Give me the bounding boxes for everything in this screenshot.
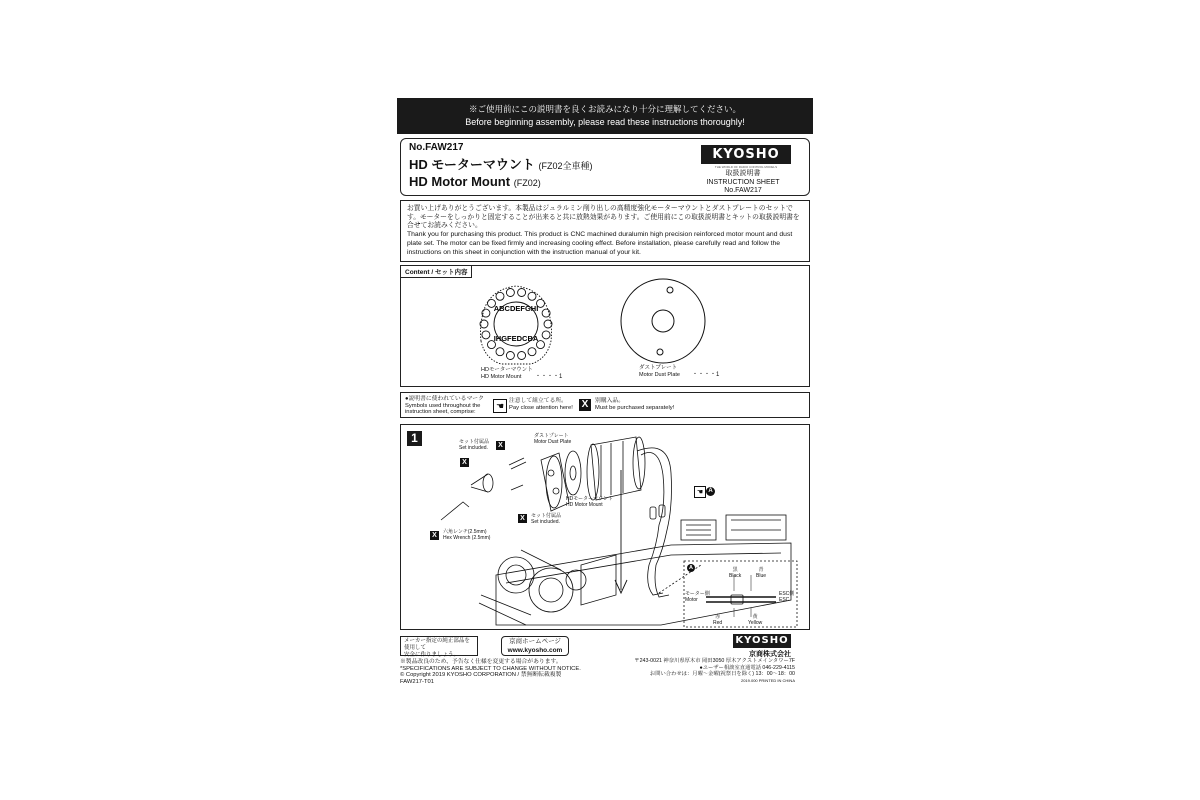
step-number: 1 bbox=[407, 431, 422, 446]
letters-top: ABCDEFGHI bbox=[493, 304, 539, 313]
attention-hand-icon: ☚ bbox=[493, 399, 507, 413]
hex-wrench-label: 六角レンチ(2.5mm) Hex Wrench (2.5mm) bbox=[443, 529, 491, 541]
company-name: 京商株式会社 bbox=[749, 651, 791, 658]
en-notice: Before beginning assembly, please read these instructions thoroughly! bbox=[465, 117, 745, 127]
plate-qty: ・・・・1 bbox=[692, 372, 720, 378]
homepage-link[interactable]: www.kyosho.com bbox=[507, 646, 563, 654]
mount-qty: ・・・・1 bbox=[535, 374, 563, 380]
mount-hole bbox=[496, 292, 504, 300]
purchase-separately-icon: X bbox=[579, 399, 591, 411]
step-1-box bbox=[400, 424, 810, 630]
dust-plate-label: ダストプレート Motor Dust Plate bbox=[534, 433, 572, 445]
detail-a-box-marker: A bbox=[687, 564, 695, 572]
header-banner bbox=[397, 98, 813, 134]
mount-hole bbox=[542, 331, 550, 339]
company-address: 〒243-0021 神奈川県厚木市 岡田3050 厚木アクストメインタワー7F ●ユーザー相談室直通電話 046-229-4115 お問い合わせは：月曜～金曜(祝祭日を除く) 13：00～18：00 2019.000 PRINTED IN CHINA bbox=[634, 658, 795, 683]
plate-caption: ダストプレート Motor Dust Plate bbox=[639, 365, 680, 378]
content-label: Content / セット内容 bbox=[401, 266, 472, 278]
product-name-jp: HD モーターマウント (FZ02全車種) bbox=[409, 157, 593, 172]
footer bbox=[397, 634, 813, 690]
mount-hole bbox=[528, 292, 536, 300]
mount-hole bbox=[482, 331, 490, 339]
intro-text bbox=[400, 200, 810, 262]
attention-label: 注意して組立てる所。 Pay close attention here! bbox=[509, 398, 573, 411]
mount-hole bbox=[480, 320, 488, 328]
purchase-x-icon-pinion: X bbox=[460, 458, 469, 467]
logo-subtitle: THE WORLD OF RADIO CONTROL MODELS bbox=[714, 165, 778, 169]
symbols-box bbox=[400, 392, 810, 418]
motor-side-label: モーター側 Motor bbox=[685, 591, 710, 603]
kyosho-logo: KYOSHO bbox=[701, 145, 791, 164]
instruction-sheet bbox=[397, 98, 813, 690]
jp-notice: ※ご使用前にこの説明書を良くお読みになり十分に理解してください。 bbox=[468, 104, 741, 114]
genuine-parts-note: メーカー指定の純正部品を使用して 安全に作りましょう。 bbox=[400, 636, 478, 656]
mount-hole bbox=[496, 348, 504, 356]
footer-kyosho-logo: KYOSHO bbox=[733, 634, 791, 648]
content-box bbox=[400, 265, 810, 387]
wire-blue-label: 青 Blue bbox=[756, 567, 767, 579]
product-number: No.FAW217 bbox=[409, 142, 464, 153]
detail-a-marker: A bbox=[706, 487, 715, 496]
purchase-x-icon-wrench: X bbox=[430, 531, 439, 540]
motor-mount-drawing bbox=[471, 279, 561, 369]
intro-jp: お買い上げありがとうございます。本製品はジュラルミン削り出しの高精度強化モーターマウントとダストプレートのセットです。モーターをしっかりと固定することが出来ると共に放熱効果があります。ご使用前にこの取扱説明書とキットの取扱説明書を合せてお読みください。 bbox=[407, 205, 800, 230]
mount-hole bbox=[506, 289, 514, 297]
dust-plate-drawing bbox=[618, 276, 708, 366]
set-included-label-1: セット付属品 Set included. bbox=[459, 439, 490, 451]
set-included-label-2: セット付属品 Set included. bbox=[531, 513, 562, 525]
mount-hole bbox=[506, 352, 514, 360]
footer-notices: ※製品改良のため、予告なく仕様を変更する場合があります。 *SPECIFICATIONS ARE SUBJECT TO CHANGE WITHOUT NOTICE. © Copyright 2019 KYOSHO CORPORATION / 禁無断転載複製 FAW217-T01 bbox=[400, 659, 581, 686]
assembly-illustration bbox=[401, 425, 809, 629]
product-name-en: HD Motor Mount (FZ02) bbox=[409, 174, 541, 189]
mount-hole bbox=[528, 348, 536, 356]
mount-hole bbox=[542, 309, 550, 317]
set-included-x-icon-1: X bbox=[496, 441, 505, 450]
mount-hole bbox=[518, 289, 526, 297]
attention-hand-icon-step: ☚ bbox=[694, 486, 706, 498]
title-box bbox=[400, 138, 810, 196]
mount-hole bbox=[518, 352, 526, 360]
mount-caption: HDモーターマウント HD Motor Mount bbox=[481, 367, 533, 380]
letters-bottom: IHGFEDCBA bbox=[493, 334, 539, 343]
purchase-label: 別購入品。 Must be purchased separately! bbox=[595, 398, 675, 411]
wire-black-label: 黒 Black bbox=[729, 567, 742, 579]
set-included-x-icon-2: X bbox=[518, 514, 527, 523]
instruction-sheet-label: 取扱説明書 INSTRUCTION SHEET No.FAW217 bbox=[706, 170, 780, 194]
esc-side-label: ESC側 ESC bbox=[779, 591, 795, 603]
homepage-box: 京商ホームページ www.kyosho.com bbox=[501, 636, 569, 656]
wire-yellow-label: 黄 Yellow bbox=[748, 614, 763, 626]
symbols-intro: ●説明書に使われているマーク Symbols used throughout the instruction sheet, comprise: bbox=[405, 396, 484, 415]
motor-mount-label: HDモーターマウント HD Motor Mount bbox=[566, 496, 614, 508]
intro-en: Thank you for purchasing this product. This product is CNC machined duralumin high precision reinforced motor mount and dust plate set. The motor can be fixed firmly and increasing cooling effect. Before installation, please carefully read and follow the instructions on this sheet in conjunction with the instruction manual of your kit. bbox=[407, 231, 793, 256]
wire-red-label: 赤 Red bbox=[713, 614, 723, 626]
